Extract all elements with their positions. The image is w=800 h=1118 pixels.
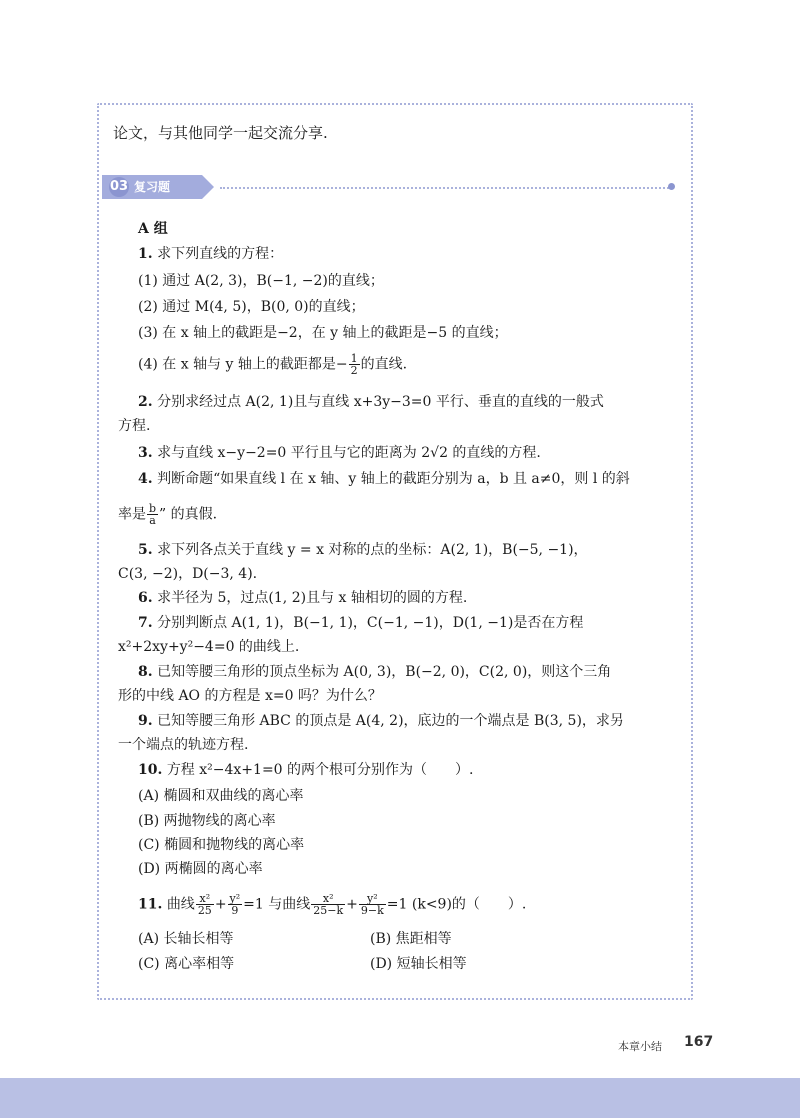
question-text: 判断命题“如果直线 l 在 x 轴、y 轴上的截距分别为 a，b 且 a≠0，则 l 的斜 (157, 471, 630, 487)
question-1-item-3: (3) 在 x 轴上的截距是−2，在 y 轴上的截距是−5 的直线； (138, 325, 508, 341)
option: (C) 离心率相等 (138, 956, 235, 972)
question-text: 分别判断点 A(1, 1)，B(−1, 1)，C(−1, −1)，D(1, −1)是否在方程 (157, 615, 584, 631)
option: (D) 两椭圆的离心率 (138, 861, 263, 877)
option: (B) 焦距相等 (370, 931, 452, 947)
question-number: 1. (138, 246, 153, 262)
intro-text: 论文，与其他同学一起交流分享. (113, 124, 328, 142)
fraction (359, 893, 386, 916)
fraction (311, 893, 345, 916)
section-title: 复习题 (134, 180, 171, 194)
question-text: =1 与曲线 (243, 896, 311, 913)
question-9 (138, 711, 624, 731)
fraction (196, 893, 214, 916)
section-divider-dot (668, 183, 675, 190)
footer-chapter-label: 本章小结 (618, 1040, 662, 1053)
question-text: 曲线 (166, 896, 195, 913)
fraction-numerator: y² (229, 892, 241, 905)
section-divider (220, 187, 672, 189)
question-number: 5. (138, 542, 153, 558)
question-number: 3. (138, 445, 153, 461)
question-number: 2. (138, 394, 153, 410)
question-number: 10. (138, 762, 163, 778)
question-text: 求与直线 x−y−2=0 平行且与它的距离为 2√2 的直线的方程. (157, 445, 541, 461)
question-10 (138, 760, 473, 780)
question-1 (138, 244, 283, 264)
fraction-numerator: y² (359, 893, 386, 905)
fraction-numerator: x² (311, 893, 345, 905)
option: (B) 两抛物线的离心率 (138, 813, 276, 829)
fraction-numerator: 1 (350, 352, 358, 365)
question-1-item-4-tail: 的直线. (360, 356, 408, 373)
option: (A) 长轴长相等 (138, 931, 234, 947)
question-text: 已知等腰三角形 ABC 的顶点是 A(4, 2)，底边的一个端点是 B(3, 5)，求另 (157, 713, 624, 729)
question-4 (138, 469, 630, 489)
question-text: =1 (k<9)的（ ）. (386, 896, 527, 913)
question-8-cont: 形的中线 AO 的方程是 x=0 吗？为什么？ (118, 688, 382, 704)
fraction-numerator: x² (196, 893, 214, 905)
group-title: A 组 (138, 221, 168, 237)
question-2 (138, 392, 604, 412)
question-7 (138, 613, 583, 633)
fraction-denominator: 9−k (360, 904, 384, 917)
question-number: 4. (138, 471, 153, 487)
question-7-cont: x²+2xy+y²−4=0 的曲线上. (118, 639, 300, 655)
question-text: 求下列各点关于直线 y = x 对称的点的坐标：A(2, 1)，B(−5, −1)， (157, 542, 588, 558)
question-1-item-1: (1) 通过 A(2, 3)，B(−1, −2)的直线； (138, 273, 384, 289)
page-number: 167 (684, 1034, 714, 1050)
question-6 (138, 588, 467, 608)
question-text: 率是 (118, 506, 146, 523)
fraction (349, 353, 360, 376)
fraction (147, 503, 158, 526)
question-text: ” 的真假. (159, 506, 218, 523)
question-1-item-4 (138, 353, 407, 376)
question-1-item-4-text: (4) 在 x 轴与 y 轴上的截距都是− (138, 356, 348, 373)
question-11 (138, 893, 526, 916)
question-text: 求半径为 5，过点(1, 2)且与 x 轴相切的圆的方程. (157, 590, 468, 606)
fraction-denominator: 25 (197, 904, 212, 917)
fraction-denominator: 9 (231, 904, 239, 917)
fraction (228, 893, 243, 916)
option: (D) 短轴长相等 (370, 956, 467, 972)
fraction-denominator: 25−k (313, 904, 344, 917)
question-text: 方程 x²−4x+1=0 的两个根可分别作为（ ）. (166, 762, 474, 778)
option: (C) 椭圆和抛物线的离心率 (138, 837, 305, 853)
question-1-item-2: (2) 通过 M(4, 5)，B(0, 0)的直线； (138, 299, 365, 315)
section-number: 03 (109, 179, 129, 194)
question-number: 7. (138, 615, 153, 631)
question-stem: 求下列直线的方程： (157, 246, 284, 262)
option: (A) 椭圆和双曲线的离心率 (138, 788, 304, 804)
question-5-cont: C(3, −2)，D(−3, 4). (118, 566, 258, 582)
section-tab (102, 173, 214, 201)
question-8 (138, 662, 611, 682)
question-9-cont: 一个端点的轨迹方程. (118, 737, 249, 753)
fraction-numerator: b (149, 502, 157, 515)
question-3 (138, 443, 541, 463)
question-number: 6. (138, 590, 153, 606)
fraction-denominator: a (149, 514, 156, 527)
question-text: + (346, 896, 358, 913)
question-2-cont: 方程. (118, 418, 151, 434)
question-number: 9. (138, 713, 153, 729)
question-4-cont (118, 503, 217, 526)
question-text: + (214, 896, 227, 913)
fraction-denominator: 2 (350, 364, 358, 377)
question-5 (138, 540, 588, 560)
question-number: 11. (138, 896, 163, 913)
question-text: 已知等腰三角形的顶点坐标为 A(0, 3)，B(−2, 0)，C(2, 0)，则这个三角 (157, 664, 612, 680)
question-text: 分别求经过点 A(2, 1)且与直线 x+3y−3=0 平行、垂直的直线的一般式 (157, 394, 604, 410)
question-number: 8. (138, 664, 153, 680)
